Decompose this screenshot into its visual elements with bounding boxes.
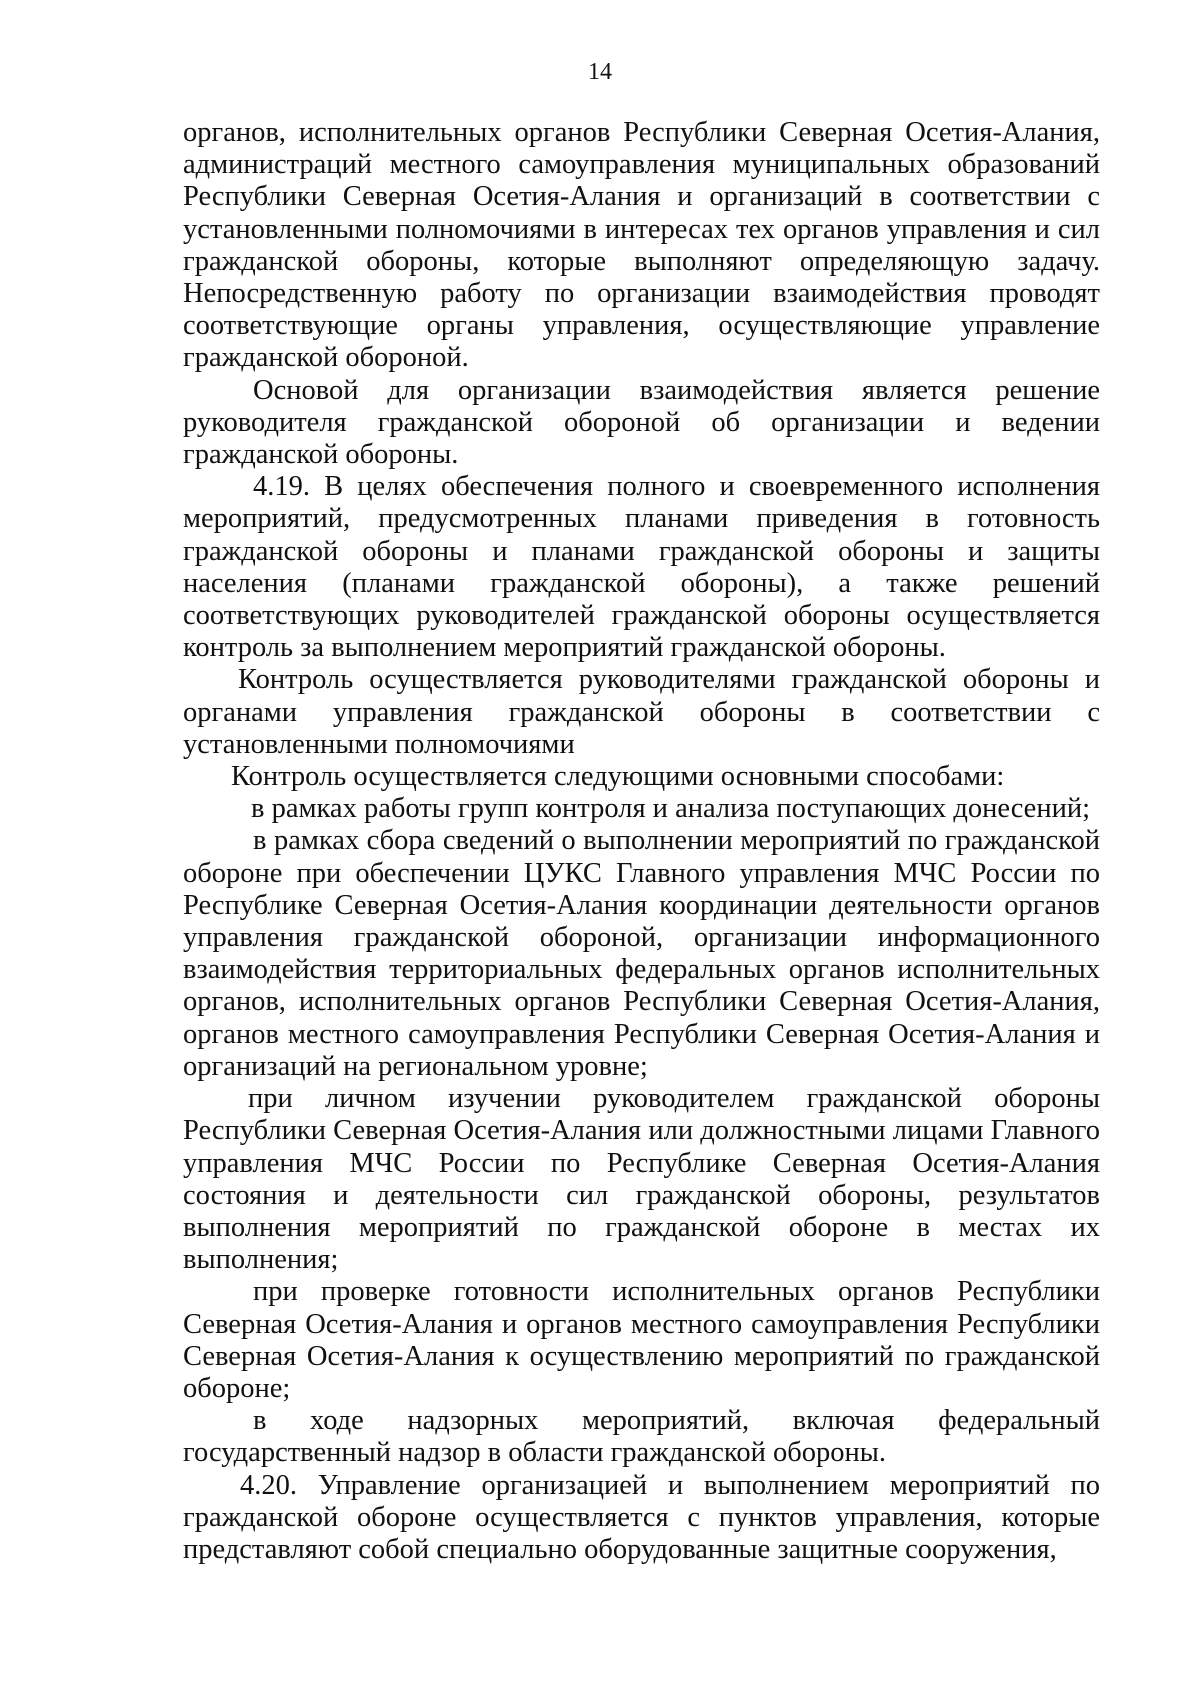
text-line: управления МЧС России по Республике Северная Осетия-Алания: [183, 1147, 1100, 1179]
text-line: при личном изучении руководителем гражданской обороны: [248, 1083, 1100, 1115]
text-line: выполнения мероприятий по гражданской обороне в местах их: [183, 1211, 1100, 1243]
text-line: в рамках сбора сведений о выполнении мероприятий по гражданской: [253, 825, 1100, 857]
paragraph: [183, 471, 1100, 664]
text-line: установленными полномочиями в интересах тех органов управления и сил: [183, 213, 1100, 245]
paragraph: [183, 1083, 1100, 1276]
text-line: Контроль осуществляется руководителями гражданской обороны и: [238, 664, 1100, 696]
paragraph: [183, 117, 1100, 375]
paragraph: [183, 375, 1100, 472]
text-line: состояния и деятельности сил гражданской обороны, результатов: [183, 1179, 1100, 1211]
text-line: администраций местного самоуправления муниципальных образований: [183, 149, 1100, 181]
text-line: Республики Северная Осетия-Алания или должностными лицами Главного: [183, 1115, 1100, 1147]
text-line: гражданской обороной.: [183, 342, 469, 374]
text-line: Основой для организации взаимодействия является решение: [253, 374, 1100, 406]
text-line: органов, исполнительных органов Республики Северная Осетия-Алания,: [183, 986, 1100, 1018]
paragraph: [183, 825, 1100, 1083]
text-line: соответствующие органы управления, осуществляющие управление: [183, 310, 1100, 342]
text-line: гражданской обороны.: [183, 439, 459, 471]
text-line: руководителя гражданской обороной об организации и ведении: [183, 406, 1100, 438]
text-line: Непосредственную работу по организации взаимодействия проводят: [183, 278, 1100, 310]
text-line: Республике Северная Осетия-Алания координации деятельности органов: [183, 889, 1100, 921]
text-line: установленными полномочиями: [183, 728, 575, 760]
text-line: соответствующих руководителей гражданской обороны осуществляется: [183, 600, 1100, 632]
text-line: обороне;: [183, 1372, 291, 1404]
text-line: гражданской обороны, которые выполняют определяющую задачу.: [183, 245, 1100, 277]
text-line: взаимодействия территориальных федеральных органов исполнительных: [183, 954, 1100, 986]
text-line: населения (планами гражданской обороны), а также решений: [183, 567, 1100, 599]
text-line: контроль за выполнением мероприятий гражданской обороны.: [183, 632, 946, 664]
text-line: Северная Осетия-Алания к осуществлению мероприятий по гражданской: [183, 1340, 1100, 1372]
text-line: органами управления гражданской обороны в соответствии с: [183, 696, 1100, 728]
text-line: в рамках работы групп контроля и анализа поступающих донесений;: [251, 793, 1091, 825]
paragraph: [183, 793, 1100, 825]
text-line: гражданской обороны и планами гражданской обороны и защиты: [183, 535, 1100, 567]
paragraph: [183, 1470, 1100, 1567]
text-line: в ходе надзорных мероприятий, включая федеральный: [253, 1405, 1100, 1437]
text-line: органов местного самоуправления Республики Северная Осетия-Алания и: [183, 1018, 1100, 1050]
paragraph: [183, 1405, 1100, 1469]
text-line: Контроль осуществляется следующими основными способами:: [231, 761, 1005, 793]
text-line: выполнения;: [183, 1244, 339, 1276]
text-line: 4.19. В целях обеспечения полного и своевременного исполнения: [253, 471, 1100, 503]
text-line: при проверке готовности исполнительных органов Республики: [253, 1276, 1100, 1308]
text-line: органов, исполнительных органов Республики Северная Осетия-Алания,: [183, 117, 1100, 148]
paragraph: [183, 1276, 1100, 1405]
text-line: гражданской обороне осуществляется с пунктов управления, которые: [183, 1501, 1100, 1533]
paragraph: [183, 761, 1100, 793]
text-line: мероприятий, предусмотренных планами приведения в готовность: [183, 503, 1100, 535]
text-line: организаций на региональном уровне;: [183, 1050, 648, 1082]
text-line: представляют собой специально оборудованные защитные сооружения,: [183, 1533, 1057, 1565]
document-body: [183, 117, 1100, 1566]
text-line: 4.20. Управление организацией и выполнением мероприятий по: [240, 1469, 1100, 1501]
text-line: управления гражданской обороной, организации информационного: [183, 922, 1100, 954]
text-line: Северная Осетия-Алания и органов местного самоуправления Республики: [183, 1308, 1100, 1340]
text-line: Республики Северная Осетия-Алания и организаций в соответствии с: [183, 181, 1100, 213]
paragraph: [183, 664, 1100, 761]
page-number: 14: [588, 59, 612, 85]
text-line: государственный надзор в области гражданской обороны.: [183, 1437, 886, 1469]
text-line: обороне при обеспечении ЦУКС Главного управления МЧС России по: [183, 857, 1100, 889]
